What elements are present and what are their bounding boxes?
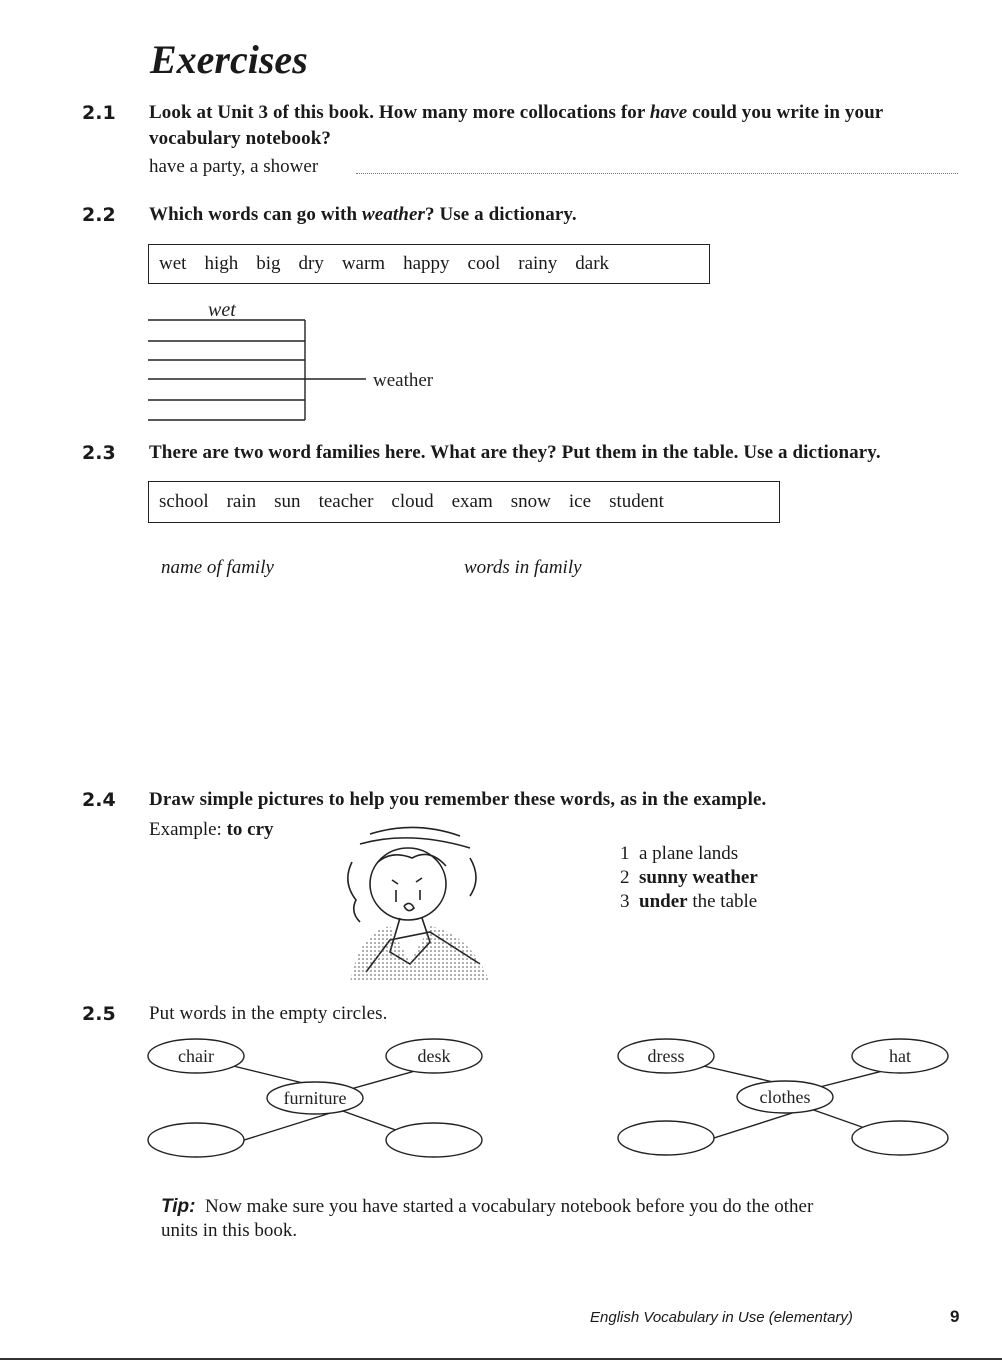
word: wet <box>159 253 187 274</box>
word: cool <box>467 253 501 274</box>
word: cloud <box>391 491 434 512</box>
example-answer: have a party, a shower <box>149 156 319 177</box>
target-word: weather <box>373 370 434 391</box>
word: ice <box>568 491 592 512</box>
word: sun <box>274 491 301 512</box>
page-title: Exercises <box>150 37 308 82</box>
tip-text: Tip: Now make sure you have started a vocabulary notebook before you do the other <box>161 1196 814 1217</box>
word-map-diagrams <box>140 1034 960 1164</box>
word: student <box>609 491 664 512</box>
circle-label: dress <box>647 1046 685 1066</box>
word: rainy <box>518 253 558 274</box>
exercise-question: Put words in the empty circles. <box>149 1003 388 1024</box>
word: snow <box>510 491 551 512</box>
word: rain <box>226 491 257 512</box>
collocation-diagram <box>140 296 460 426</box>
word: teacher <box>318 491 374 512</box>
exercise-number: 2.5 <box>82 1003 116 1025</box>
tip-text-line2: units in this book. <box>161 1220 298 1241</box>
footer-book-title: English Vocabulary in Use (elementary) <box>590 1309 853 1326</box>
circle-label: chair <box>178 1046 214 1066</box>
handwritten-example: wet <box>208 299 236 321</box>
list-item: 1 a plane lands <box>620 843 739 864</box>
page-bottom-rule <box>0 1358 1002 1360</box>
circle-label: hat <box>889 1046 911 1066</box>
answer-line[interactable] <box>356 173 958 174</box>
exercise-number: 2.1 <box>82 102 116 124</box>
empty-circle <box>618 1121 714 1155</box>
example-label: Example: to cry <box>149 819 274 840</box>
word: exam <box>451 491 493 512</box>
circle-center-label: clothes <box>759 1087 811 1107</box>
exercise-question: Look at Unit 3 of this book. How many more collocations for have could you write in your <box>149 102 884 123</box>
word-box <box>148 481 780 523</box>
list-item: 3 under the table <box>620 891 758 912</box>
exercise-number: 2.4 <box>82 789 116 811</box>
empty-circle <box>148 1123 244 1157</box>
exercise-question-line2: vocabulary notebook? <box>149 128 331 149</box>
word: dark <box>575 253 610 274</box>
word: happy <box>403 253 450 274</box>
page-number: 9 <box>950 1307 960 1326</box>
word: school <box>159 491 209 512</box>
tip-label: Tip: <box>161 1196 196 1217</box>
list-item: 2 sunny weather <box>620 867 758 888</box>
crying-person-illustration <box>330 822 500 987</box>
circle-label: desk <box>417 1046 451 1066</box>
word: high <box>204 253 239 274</box>
word: warm <box>341 253 386 274</box>
table-header-words: words in family <box>464 557 582 578</box>
empty-circle <box>852 1121 948 1155</box>
empty-circle <box>386 1123 482 1157</box>
exercise-number: 2.3 <box>82 442 116 464</box>
exercise-question: There are two word families here. What are they? Put them in the table. Use a dictionary. <box>149 442 881 463</box>
word: dry <box>298 253 324 274</box>
word-box <box>148 244 710 284</box>
exercise-question: Draw simple pictures to help you remember these words, as in the example. <box>149 789 767 810</box>
circle-center-label: furniture <box>283 1088 347 1108</box>
table-header-family: name of family <box>161 557 274 578</box>
word: big <box>256 253 281 274</box>
exercise-question: Which words can go with weather? Use a dictionary. <box>149 204 577 225</box>
exercise-number: 2.2 <box>82 204 116 226</box>
